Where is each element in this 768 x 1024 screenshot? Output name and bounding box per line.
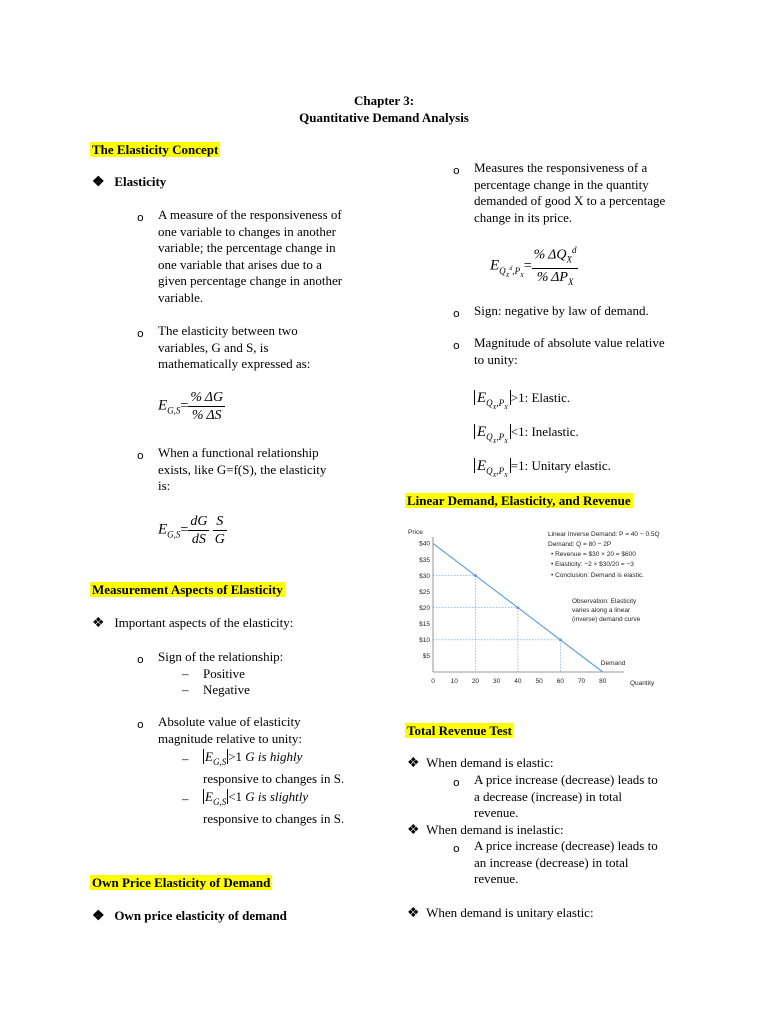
- highly-responsive-item: $E_{G,S} >1$ G is highly responsive to changes in S.: [203, 749, 345, 786]
- circle-bullet-icon: o: [137, 653, 144, 666]
- demand-point: [474, 574, 477, 577]
- circle-bullet-icon: o: [137, 211, 144, 224]
- x-tick-label: 70: [577, 678, 586, 685]
- elasticity-cases: [474, 386, 611, 487]
- info-line-1: Linear Inverse Demand: P = 40 − 0.5Q: [548, 531, 660, 538]
- y-tick-label: $25: [419, 588, 430, 596]
- diamond-bullet-icon: ❖: [407, 823, 420, 838]
- circle-bullet-icon: o: [137, 449, 144, 462]
- sign-negative-law: Sign: negative by law of demand.: [474, 303, 649, 318]
- dash-bullet-icon: –: [182, 751, 189, 766]
- x-tick-label: 0: [431, 678, 435, 685]
- demand-point: [516, 606, 519, 609]
- chapter-number: Chapter 3:: [353, 93, 415, 108]
- sign-positive: Positive: [203, 666, 245, 681]
- elasticity-definition: A measure of the responsiveness of one variable to changes in another variable; the percentage change in one variable that arises due to a given percentage change in another variable.: [158, 207, 343, 305]
- y-tick-label: $35: [419, 556, 430, 564]
- sign-of-relationship: Sign of the relationship:: [158, 649, 284, 664]
- formula-elasticity-derivative: $E_{G,S}=$ $\frac{dG}{dS}$ $\frac{S}{G}$: [158, 514, 225, 547]
- x-tick-label: 10: [450, 678, 458, 685]
- diamond-bullet-icon: ❖: [407, 906, 420, 921]
- absolute-value-text: Absolute value of elasticity magnitude relative to unity:: [158, 714, 303, 746]
- observation-line-2: varies along a linear: [572, 607, 631, 614]
- section-heading-own-price: Own Price Elasticity of Demand: [92, 875, 271, 890]
- elasticity-two-variables: The elasticity between two variables, G and S, is mathematically expressed as:: [158, 323, 311, 371]
- own-price-item: ❖ Own price elasticity of demand: [92, 908, 287, 924]
- y-tick-label: $15: [419, 621, 430, 629]
- x-tick-label: 80: [599, 678, 607, 685]
- circle-bullet-icon: o: [453, 842, 460, 855]
- x-tick-label: 60: [556, 678, 564, 685]
- x-tick-label: 20: [471, 678, 480, 685]
- elastic-explanation: A price increase (decrease) leads to a decrease (increase) in total revenue.: [474, 772, 658, 820]
- section-heading-measurement-aspects: Measurement Aspects of Elasticity: [92, 582, 283, 597]
- functional-relationship-text: When a functional relationship exists, like G=f(S), the elasticity is:: [158, 445, 327, 493]
- diamond-bullet-icon: ❖: [92, 909, 105, 924]
- elasticity-item: ❖ Elasticity: [92, 174, 167, 190]
- formula-elasticity-percent: $E_{G,S}=$ $\frac{\% \Delta G}{\% \Delta S}$: [158, 390, 224, 423]
- circle-bullet-icon: o: [453, 339, 460, 352]
- info-line-2: Demand: Q = 80 − 2P: [548, 541, 612, 548]
- demand-point: [559, 638, 562, 641]
- section-heading-total-revenue: Total Revenue Test: [407, 723, 512, 738]
- important-aspects-item: ❖ Important aspects of the elasticity:: [92, 615, 294, 631]
- info-line-5: • Conclusion: Demand is elastic.: [551, 572, 644, 579]
- section-heading-linear-demand: Linear Demand, Elasticity, and Revenue: [407, 493, 631, 508]
- formula-own-price-elasticity: $E_{Q_X^d,P_X}=$ $\frac{\% \Delta Q_X^d}{\% \Delta P_X}$: [490, 242, 578, 291]
- y-tick-label: $40: [419, 540, 430, 548]
- y-tick-label: $20: [419, 605, 430, 613]
- observation-line-3: (inverse) demand curve: [572, 616, 641, 623]
- y-axis-label: Price: [408, 529, 423, 536]
- circle-bullet-icon: o: [453, 164, 460, 177]
- y-tick-label: $10: [419, 637, 430, 645]
- diamond-bullet-icon: ❖: [92, 616, 105, 631]
- dash-bullet-icon: –: [182, 791, 189, 806]
- slightly-responsive-item: $E_{G,S} <1$ G is slightly responsive to changes in S.: [203, 789, 345, 826]
- when-unitary-item: ❖ When demand is unitary elastic:: [407, 905, 594, 921]
- measures-responsiveness-text: Measures the responsiveness of a percentage change in the quantity demanded of good X to a percentage change in its price.: [474, 160, 666, 225]
- dash-bullet-icon: –: [182, 666, 189, 681]
- demand-curve-label: Demand: [600, 660, 626, 667]
- y-tick-label: $5: [422, 653, 430, 661]
- case-unitary: $E_{Q_X,P_X}=1$: Unitary elastic.: [474, 454, 611, 488]
- circle-bullet-icon: o: [137, 327, 144, 340]
- info-line-4: • Elasticity: −2 × $30/20 = −3: [551, 561, 634, 568]
- diamond-bullet-icon: ❖: [407, 756, 420, 771]
- section-heading-elasticity-concept: The Elasticity Concept: [92, 142, 219, 157]
- y-tick-label: $30: [419, 572, 430, 580]
- circle-bullet-icon: o: [453, 776, 460, 789]
- x-tick-label: 30: [493, 678, 501, 685]
- inelastic-explanation: A price increase (decrease) leads to an increase (decrease) in total revenue.: [474, 838, 658, 886]
- magnitude-text: Magnitude of absolute value relative to unity:: [474, 335, 665, 367]
- when-inelastic-item: ❖ When demand is inelastic:: [407, 822, 564, 838]
- case-inelastic: $E_{Q_X,P_X}<1$: Inelastic.: [474, 420, 611, 454]
- x-axis-label: Quantity: [630, 680, 655, 687]
- sign-negative: Negative: [203, 682, 250, 697]
- circle-bullet-icon: o: [137, 718, 144, 731]
- dash-bullet-icon: –: [182, 682, 189, 697]
- info-line-3: • Revenue = $30 × 20 = $600: [551, 551, 636, 558]
- when-elastic-item: ❖ When demand is elastic:: [407, 755, 554, 771]
- diamond-bullet-icon: ❖: [92, 175, 105, 190]
- x-tick-label: 50: [535, 678, 543, 685]
- circle-bullet-icon: o: [453, 307, 460, 320]
- x-tick-label: 40: [514, 678, 522, 685]
- page-title: Quantitative Demand Analysis: [299, 110, 469, 125]
- observation-line-1: Observation: Elasticity: [572, 598, 637, 605]
- linear-demand-chart: [402, 522, 698, 690]
- case-elastic: $E_{Q_X,P_X}>1$: Elastic.: [474, 386, 611, 420]
